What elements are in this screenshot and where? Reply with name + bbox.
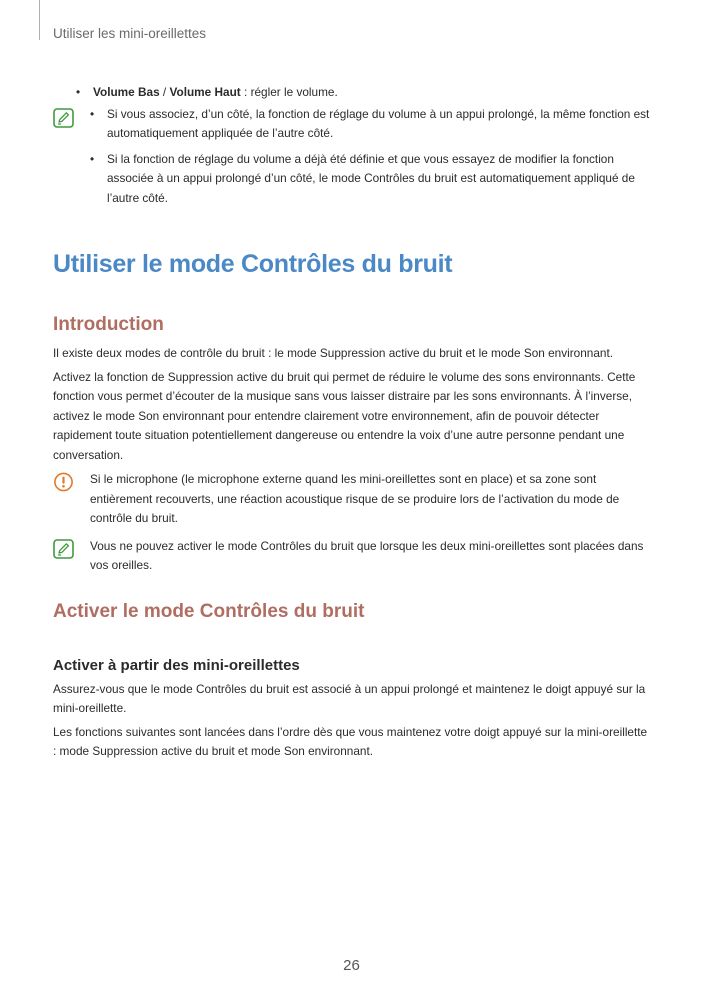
volume-description: : régler le volume. <box>240 85 338 99</box>
activate-paragraph: Assurez-vous que le mode Contrôles du bruit est associé à un appui prolongé et maintenez le doigt appuyé sur la mini-oreillette. <box>53 681 646 715</box>
volume-note-text: Si vous associez, d’un côté, la fonction de réglage du volume à un appui prolongé, la même fonction est automatiquement appliquée de l’autre côté. <box>107 106 650 140</box>
activate-heading: Activer le mode Contrôles du bruit <box>53 600 365 622</box>
volume-up-label: Volume Haut <box>169 85 241 99</box>
header-rule <box>39 0 40 40</box>
section-title: Utiliser le mode Contrôles du bruit <box>53 250 453 278</box>
intro-heading: Introduction <box>53 314 164 335</box>
pencil-note-icon <box>53 539 74 559</box>
volume-bullet <box>53 83 653 103</box>
note-text: Vous ne pouvez activer le mode Contrôles du bruit que lorsque les deux mini-oreillettes sont placées dans vos oreilles. <box>90 538 644 572</box>
header-title: Utiliser les mini-oreillettes <box>53 26 207 41</box>
warning-callout <box>53 470 653 529</box>
warning-text: Si le microphone (le microphone externe quand les mini-oreillettes sont en place) et sa zone sont entièrement recouverts, une réaction acoustique risque de se produire lors de l’activation du mode de contrôle du bruit. <box>90 472 620 525</box>
intro-paragraph: Il existe deux modes de contrôle du bruit : le mode Suppression active du bruit et le mode Son environnant. <box>53 346 614 360</box>
page-content <box>53 83 653 766</box>
volume-note-item <box>90 150 653 209</box>
bullet-dot: • <box>76 85 81 99</box>
activate-subheading: Activer à partir des mini-oreillettes <box>53 656 300 674</box>
volume-note-text: Si la fonction de réglage du volume a déjà été définie et que vous essayez de modifier la fonction associée à un appui prolongé d’un côté, le mode Contrôles du bruit est automatiquement appliqué de l’autre côté. <box>107 151 635 205</box>
pencil-note-icon <box>53 108 74 128</box>
note-callout <box>53 537 653 576</box>
intro-paragraph: Activez la fonction de Suppression active du bruit qui permet de réduire le volume des sons environnants. Cette fonction vous permet d’écouter de la musique sans vous laisser distraire par les sons environnants. À l’inverse, activez le mode Son environnant pour entendre clairement votre environnement, afin de pouvoir détecter rapidement toute situation potentiellement dangereuse ou entendre la voix d’une autre personne pendant une conversation. <box>53 369 636 462</box>
exclamation-warning-icon <box>53 472 74 492</box>
volume-separator: / <box>159 85 170 99</box>
volume-note-item <box>90 105 653 144</box>
bullet-dot: • <box>90 151 95 166</box>
page-number: 26 <box>343 957 360 974</box>
volume-note-block <box>53 105 653 209</box>
bullet-dot: • <box>90 106 95 121</box>
volume-down-label: Volume Bas <box>93 85 160 99</box>
activate-paragraph: Les fonctions suivantes sont lancées dans l’ordre dès que vous maintenez votre doigt appuyé sur la mini-oreillette : mode Suppression active du bruit et mode Son environnant. <box>53 724 648 758</box>
